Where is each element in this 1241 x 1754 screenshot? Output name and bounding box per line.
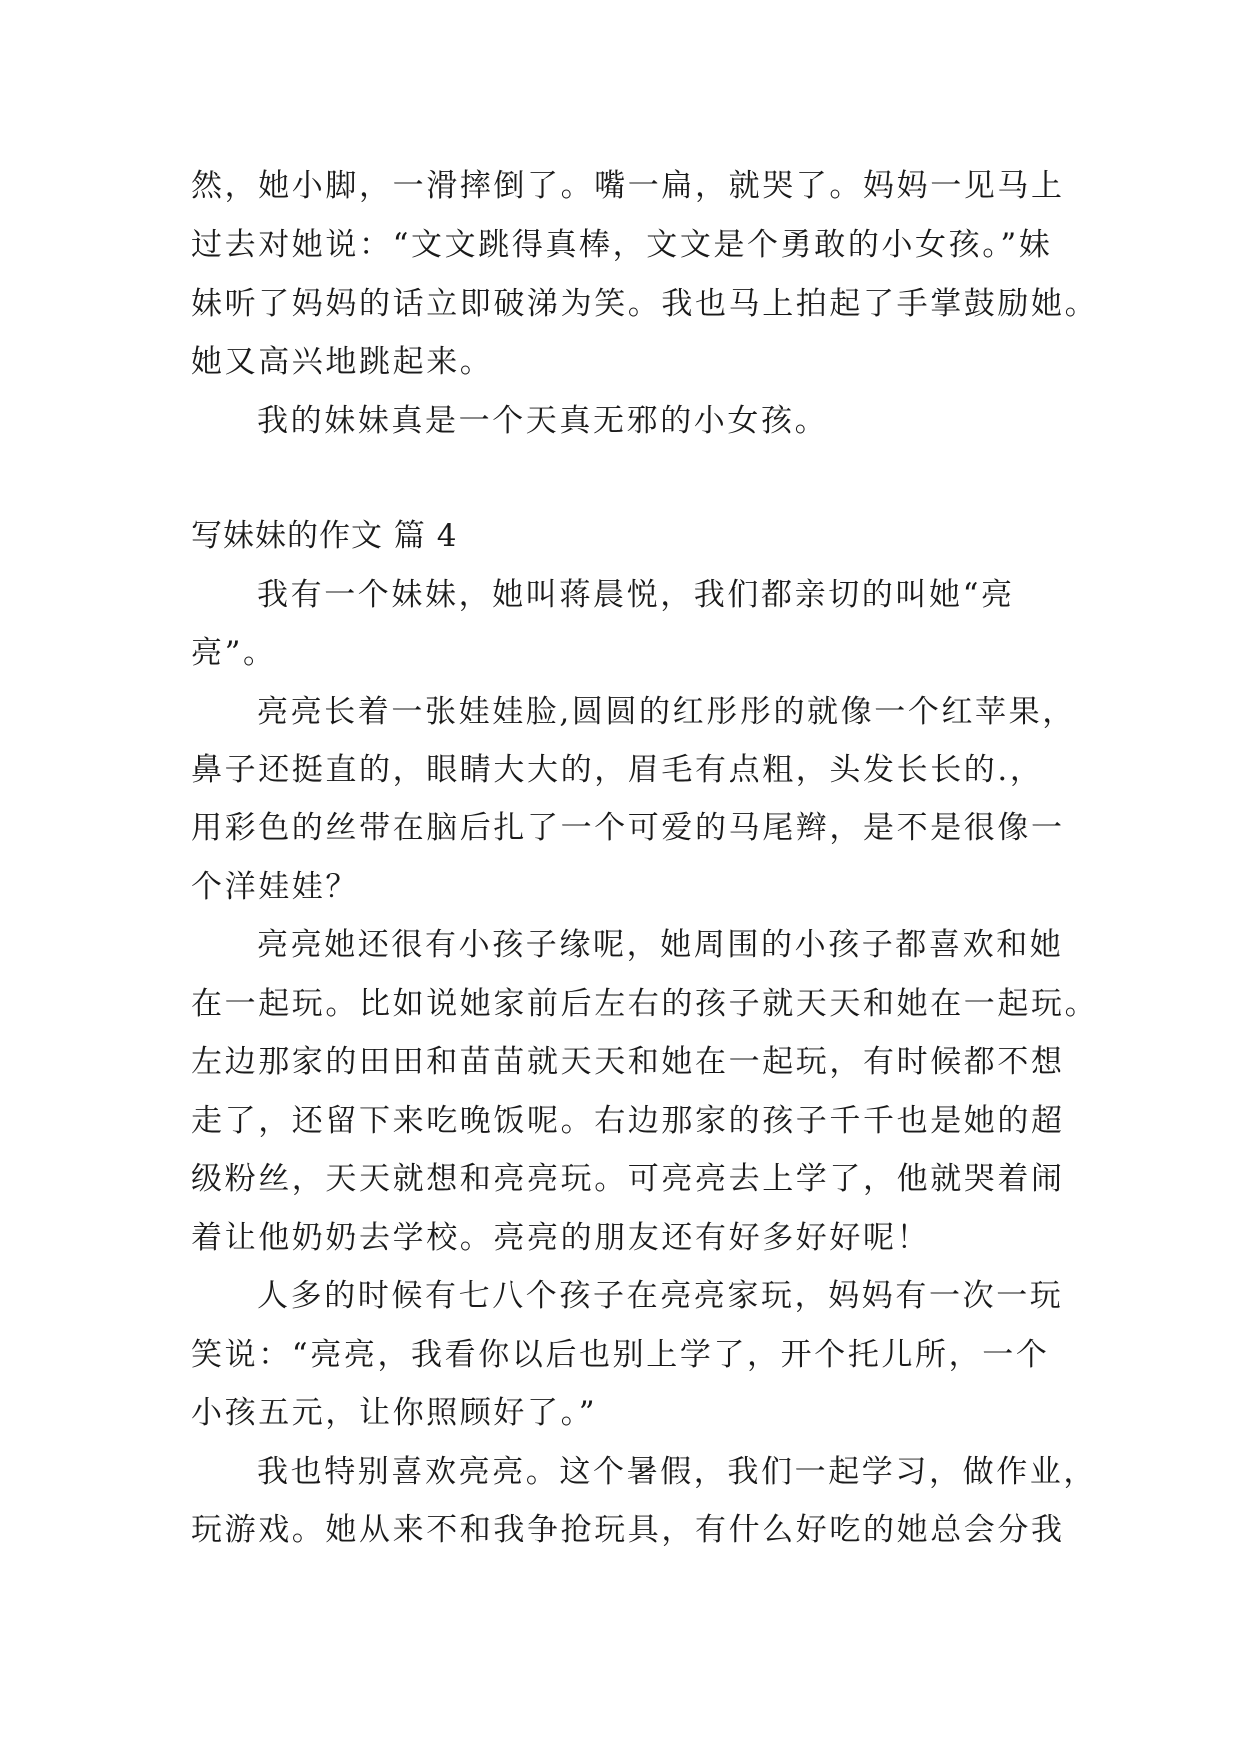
paragraph-line: 我有一个妹妹，她叫蒋晨悦，我们都亲切的叫她“亮 [257,577,1015,613]
paragraph-line: 亮亮长着一张娃娃脸,圆圆的红彤彤的就像一个红苹果， [257,694,1076,730]
paragraph-line: 级粉丝，天天就想和亮亮玩。可亮亮去上学了，他就哭着闹 [191,1161,1065,1197]
paragraph-line: 小孩五元，让你照顾好了。” [191,1395,598,1431]
paragraph-line: 个洋娃娃？ [191,869,359,905]
paragraph-line: 我的妹妹真是一个天真无邪的小女孩。 [257,403,829,439]
paragraph-line: 左边那家的田田和苗苗就天天和她在一起玩，有时候都不想 [191,1044,1065,1080]
paragraph-line: 然，她小脚，一滑摔倒了。嘴一扁，就哭了。妈妈一见马上 [191,168,1065,204]
section-heading: 写妹妹的作文 篇 4 [191,518,458,554]
paragraph-line: 鼻子还挺直的，眼睛大大的，眉毛有点粗，头发长长的.， [191,752,1044,788]
paragraph-line: 用彩色的丝带在脑后扎了一个可爱的马尾辫，是不是很像一 [191,810,1065,846]
paragraph-line: 她又高兴地跳起来。 [191,344,494,380]
paragraph-line: 我也特别喜欢亮亮。这个暑假，我们一起学习，做作业， [257,1454,1097,1490]
paragraph-line: 妹听了妈妈的话立即破涕为笑。我也马上拍起了手掌鼓励她。 [191,286,1099,322]
paragraph-line: 亮亮她还很有小孩子缘呢，她周围的小孩子都喜欢和她 [257,927,1064,963]
paragraph-line: 走了，还留下来吃晚饭呢。右边那家的孩子千千也是她的超 [191,1103,1065,1139]
paragraph-line: 在一起玩。比如说她家前后左右的孩子就天天和她在一起玩。 [191,986,1099,1022]
paragraph-line: 过去对她说：“文文跳得真棒，文文是个勇敢的小女孩。”妹 [191,227,1053,263]
paragraph-line: 亮”。 [191,635,277,671]
paragraph-line: 人多的时候有七八个孩子在亮亮家玩，妈妈有一次一玩 [257,1278,1064,1314]
paragraph-line: 笑说：“亮亮，我看你以后也别上学了，开个托儿所，一个 [191,1337,1050,1373]
paragraph-line: 着让他奶奶去学校。亮亮的朋友还有好多好好呢！ [191,1220,931,1256]
paragraph-line: 玩游戏。她从来不和我争抢玩具，有什么好吃的她总会分我 [191,1512,1065,1548]
